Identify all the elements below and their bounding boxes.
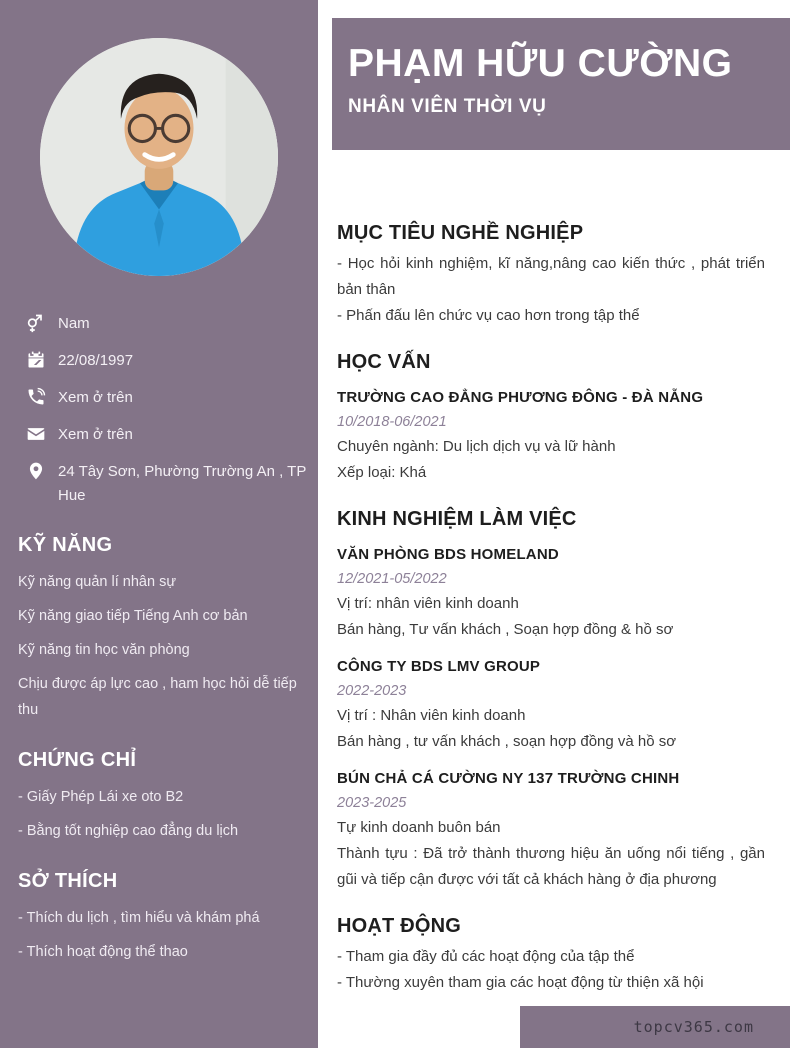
education-entry [337, 387, 765, 486]
experience-line: Vị trí: nhân viên kinh doanh [337, 595, 519, 612]
certificates-title: CHỨNG CHỈ [18, 749, 137, 771]
personal-info-list [26, 312, 318, 508]
watermark-text: topcv365.com [633, 1018, 754, 1036]
info-gender-value: Nam [58, 315, 90, 332]
section-experience [337, 508, 765, 893]
info-birthdate [26, 349, 318, 373]
candidate-name: PHẠM HỮU CƯỜNG [348, 42, 733, 85]
experience-line: Bán hàng, Tư vấn khách , Soạn hợp đồng & hồ sơ [337, 621, 674, 638]
education-line: Chuyên ngành: Du lịch dịch vụ và lữ hành [337, 438, 616, 455]
experience-line: Thành tựu : Đã trở thành thương hiệu ăn uống nổi tiếng , gần gũi và tiếp cận được với tất cả khách hàng ở địa phương [337, 845, 765, 888]
calendar-icon [26, 350, 46, 370]
experience-date: 12/2021-05/2022 [337, 571, 447, 587]
profile-photo-illustration [40, 38, 278, 276]
objective-title: MỤC TIÊU NGHỀ NGHIỆP [337, 222, 584, 244]
activity-line: - Thường xuyên tham gia các hoạt động từ thiện xã hội [337, 974, 704, 991]
hobby-item: - Thích hoạt động thể thao [18, 944, 188, 960]
section-activities [337, 915, 765, 996]
phone-icon [26, 387, 46, 407]
skill-item: Kỹ năng giao tiếp Tiếng Anh cơ bản [18, 608, 248, 624]
education-date: 10/2018-06/2021 [337, 414, 447, 430]
header-banner [332, 18, 790, 150]
info-email-value: Xem ở trên [58, 426, 133, 443]
skill-item: Chịu được áp lực cao , ham học hỏi dễ tiếp thu [18, 676, 297, 718]
email-icon [26, 424, 46, 444]
info-email [26, 423, 318, 447]
experience-line: Vị trí : Nhân viên kinh doanh [337, 707, 526, 724]
info-gender [26, 312, 318, 336]
info-address-value: 24 Tây Sơn, Phường Trường An , TP Hue [58, 463, 307, 504]
objective-line: - Phấn đấu lên chức vụ cao hơn trong tập thể [337, 307, 640, 324]
experience-entry [337, 768, 765, 893]
certificate-item: - Giấy Phép Lái xe oto B2 [18, 789, 184, 805]
experience-date: 2023-2025 [337, 795, 407, 811]
company-name: CÔNG TY BDS LMV GROUP [337, 658, 541, 675]
section-education [337, 351, 765, 486]
school-name: TRƯỜNG CAO ĐẲNG PHƯƠNG ĐÔNG - ĐÀ NẴNG [337, 389, 704, 406]
job-title: NHÂN VIÊN THỜI VỤ [348, 96, 547, 117]
sidebar-section-skills [18, 534, 318, 723]
experience-line: Bán hàng , tư vấn khách , soạn hợp đồng và hồ sơ [337, 733, 677, 750]
sidebar [0, 0, 318, 1048]
experience-title: KINH NGHIỆM LÀM VIỆC [337, 508, 577, 530]
info-phone [26, 386, 318, 410]
sidebar-section-certificates [18, 749, 318, 844]
experience-line: Tự kinh doanh buôn bán [337, 819, 501, 836]
hobbies-title: SỞ THÍCH [18, 870, 118, 892]
experience-entry [337, 544, 765, 643]
certificate-item: - Bằng tốt nghiệp cao đẳng du lịch [18, 823, 239, 839]
info-phone-value: Xem ở trên [58, 389, 133, 406]
sidebar-section-hobbies [18, 870, 318, 965]
info-birthdate-value: 22/08/1997 [58, 352, 134, 369]
info-address [26, 460, 318, 508]
main-content [337, 150, 765, 996]
activity-line: - Tham gia đầy đủ các hoạt động của tập thể [337, 948, 635, 965]
company-name: BÚN CHẢ CÁ CƯỜNG NY 137 TRƯỜNG CHINH [337, 770, 680, 787]
education-line: Xếp loại: Khá [337, 464, 427, 481]
location-icon [26, 461, 46, 481]
activities-title: HOẠT ĐỘNG [337, 915, 462, 937]
objective-line: - Học hỏi kinh nghiệm, kĩ năng,nâng cao kiến thức , phát triển bản thân [337, 255, 765, 298]
gender-icon [26, 313, 46, 333]
hobby-item: - Thích du lịch , tìm hiểu và khám phá [18, 910, 260, 926]
company-name: VĂN PHÒNG BDS HOMELAND [337, 546, 559, 563]
education-title: HỌC VẤN [337, 351, 431, 373]
footer-watermark-bar [520, 1006, 790, 1048]
skill-item: Kỹ năng tin học văn phòng [18, 642, 190, 658]
avatar [40, 38, 278, 276]
experience-date: 2022-2023 [337, 683, 407, 699]
skill-item: Kỹ năng quản lí nhân sự [18, 574, 177, 590]
section-objective [337, 222, 765, 329]
experience-entry [337, 656, 765, 755]
skills-title: KỸ NĂNG [18, 534, 113, 556]
